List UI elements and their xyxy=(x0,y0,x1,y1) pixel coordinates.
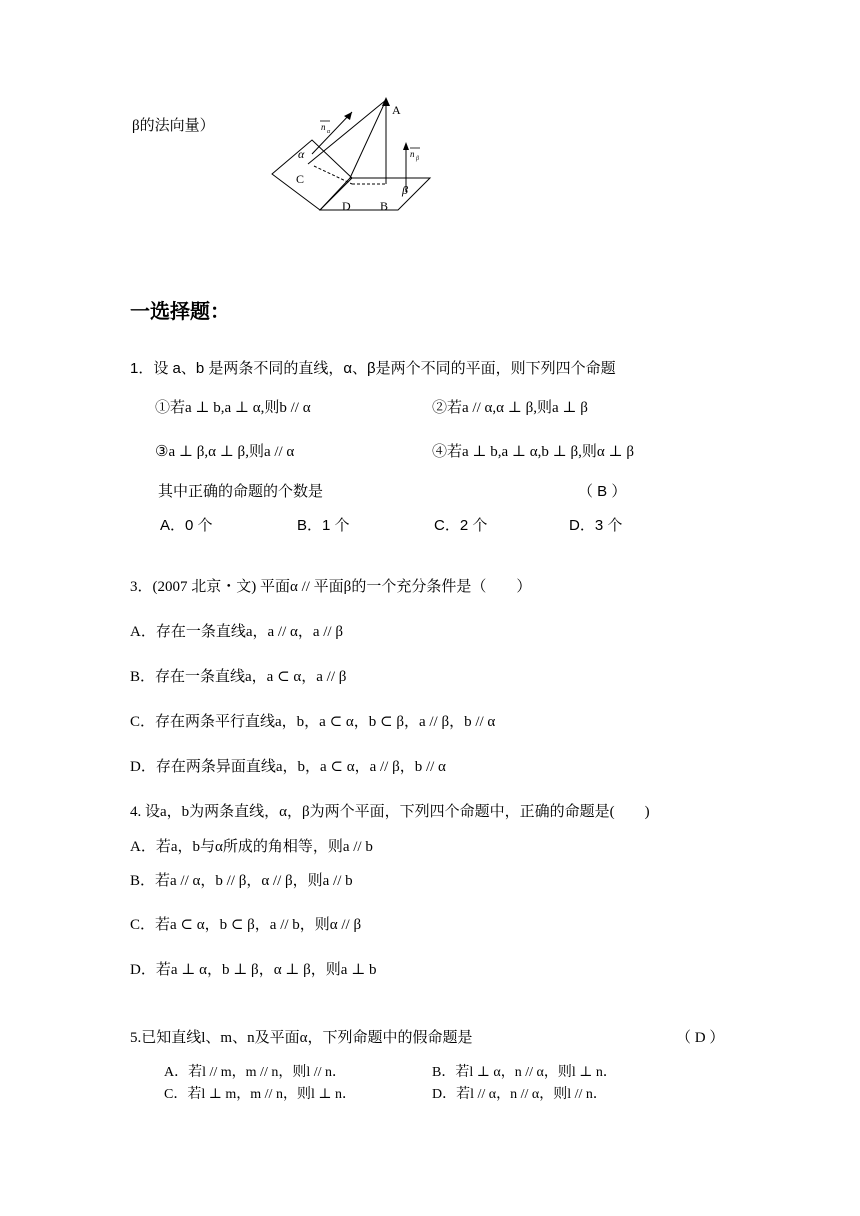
q5-answer: （ D ） xyxy=(676,1030,725,1046)
q1-prop-2: ②若a // α,α ⊥ β,则a ⊥ β xyxy=(432,400,588,416)
label-alpha: α xyxy=(298,147,305,161)
label-n-alpha: n xyxy=(321,122,326,132)
line-DA xyxy=(350,100,386,178)
section-title: 一选择题： xyxy=(130,299,230,323)
label-B: B xyxy=(380,199,389,213)
q4-option-b: B．若a // α，b // β，α // β，则a // b xyxy=(130,873,353,889)
q1-option-a: A．0 个 xyxy=(160,517,213,534)
q1-prop-4: ④若a ⊥ b,a ⊥ α,b ⊥ β,则α ⊥ β xyxy=(432,444,634,460)
q1-answer: （ B ） xyxy=(578,483,627,500)
label-n-beta-sub: β xyxy=(416,156,419,162)
geometry-figure xyxy=(260,92,440,222)
q1-option-d: D．3 个 xyxy=(569,517,623,534)
q1-stem: 1．设 a、b 是两条不同的直线，α、β是两个不同的平面，则下列四个命题 xyxy=(130,360,616,377)
q3-option-b: B．存在一条直线a，a ⊂ α，a // β xyxy=(130,669,347,685)
q1-option-b: B．1 个 xyxy=(297,517,350,534)
arrowhead-n-beta xyxy=(403,142,409,150)
q5-option-c: C．若l ⊥ m，m // n，则l ⊥ n． xyxy=(164,1087,357,1102)
q5-option-d: D．若l // α，n // α，则l // n． xyxy=(432,1087,607,1102)
q4-stem: 4. 设a，b为两条直线，α，β为两个平面，下列四个命题中，正确的命题是( ) xyxy=(130,804,650,820)
q3-option-d: D．存在两条异面直线a，b，a ⊂ α，a // β，b // α xyxy=(130,759,446,775)
plane-alpha xyxy=(272,140,352,210)
q3-option-a: A．存在一条直线a，a // α，a // β xyxy=(130,624,343,640)
q1-option-c: C．2 个 xyxy=(434,517,488,534)
q5-stem: 5.已知直线l、m、n及平面α，下列命题中的假命题是 xyxy=(130,1030,473,1046)
label-beta: β xyxy=(402,183,408,197)
dashed-CD xyxy=(314,166,352,184)
q5-option-b: B．若l ⊥ α，n // α，则l ⊥ n． xyxy=(432,1065,617,1080)
q1-prompt: 其中正确的命题的个数是 xyxy=(158,483,324,500)
q1-prop-3: ③a ⊥ β,α ⊥ β,则a // α xyxy=(155,444,295,460)
q1-prop-1: ①若a ⊥ b,a ⊥ α,则b // α xyxy=(155,400,311,416)
q4-option-d: D．若a ⊥ α，b ⊥ β，α ⊥ β，则a ⊥ b xyxy=(130,962,377,978)
q4-option-a: A．若a，b与α所成的角相等，则a // b xyxy=(130,839,373,855)
q4-option-c: C．若a ⊂ α，b ⊂ β，a // b，则α // β xyxy=(130,917,362,933)
label-D: D xyxy=(342,199,351,213)
figure-caption: β的法向量） xyxy=(132,118,215,134)
label-A: A xyxy=(392,103,401,117)
label-n-beta: n xyxy=(410,149,415,159)
arrowhead-A xyxy=(382,97,390,106)
label-C: C xyxy=(296,172,305,186)
q3-option-c: C．存在两条平行直线a，b，a ⊂ α，b ⊂ β，a // β，b // α xyxy=(130,714,496,730)
line-CA xyxy=(308,100,386,164)
q5-option-a: A．若l // m，m // n，则l // n． xyxy=(164,1065,347,1080)
label-n-alpha-sub: α xyxy=(327,129,331,135)
q3-stem: 3．(2007 北京・文) 平面α // 平面β的一个充分条件是（ ） xyxy=(130,579,532,595)
